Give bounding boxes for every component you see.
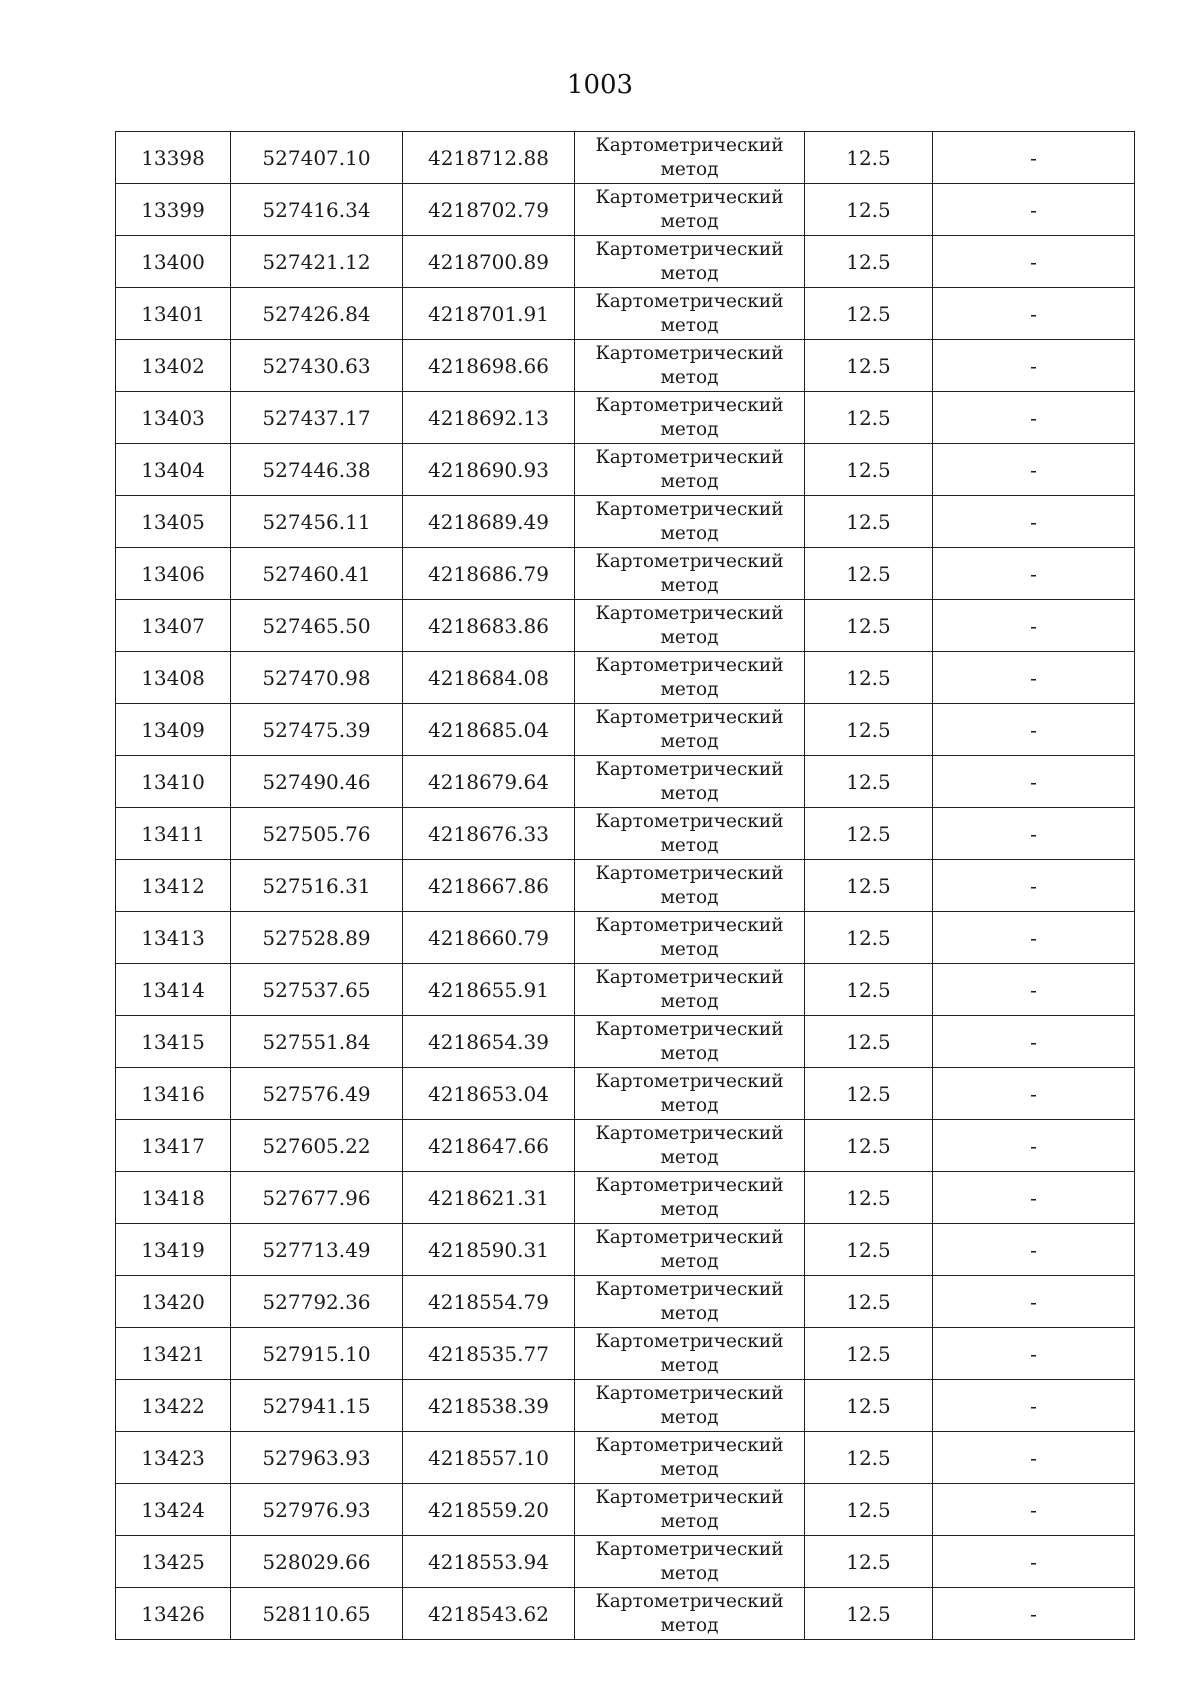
note-cell: - [933, 1536, 1135, 1588]
point-number-cell: 13398 [116, 132, 231, 184]
accuracy-cell: 12.5 [805, 1224, 933, 1276]
table-row [116, 340, 1135, 392]
note-cell: - [933, 496, 1135, 548]
accuracy-cell: 12.5 [805, 1276, 933, 1328]
point-number-cell: 13403 [116, 392, 231, 444]
table-body [116, 132, 1135, 1640]
point-number-cell: 13400 [116, 236, 231, 288]
accuracy-cell: 12.5 [805, 912, 933, 964]
x-coordinate-cell: 527460.41 [231, 548, 403, 600]
point-number-cell: 13417 [116, 1120, 231, 1172]
point-number-cell: 13406 [116, 548, 231, 600]
y-coordinate-cell: 4218655.91 [403, 964, 575, 1016]
y-coordinate-cell: 4218689.49 [403, 496, 575, 548]
x-coordinate-cell: 527470.98 [231, 652, 403, 704]
method-line1: Картометрический [595, 342, 784, 364]
y-coordinate-cell: 4218621.31 [403, 1172, 575, 1224]
y-coordinate-cell: 4218543.62 [403, 1588, 575, 1640]
method-line2: метод [660, 782, 719, 804]
accuracy-cell: 12.5 [805, 600, 933, 652]
x-coordinate-cell: 527516.31 [231, 860, 403, 912]
x-coordinate-cell: 527465.50 [231, 600, 403, 652]
method-line1: Картометрический [595, 394, 784, 416]
method-line2: метод [660, 418, 719, 440]
y-coordinate-cell: 4218654.39 [403, 1016, 575, 1068]
x-coordinate-cell: 527792.36 [231, 1276, 403, 1328]
point-number-cell: 13425 [116, 1536, 231, 1588]
method-line1: Картометрический [595, 238, 784, 260]
table-row [116, 1172, 1135, 1224]
method-line1: Картометрический [595, 1486, 784, 1508]
y-coordinate-cell: 4218553.94 [403, 1536, 575, 1588]
table-row [116, 1328, 1135, 1380]
table-row [116, 1588, 1135, 1640]
method-cell [575, 1536, 805, 1588]
x-coordinate-cell: 527505.76 [231, 808, 403, 860]
method-line2: метод [660, 574, 719, 596]
x-coordinate-cell: 527456.11 [231, 496, 403, 548]
method-line2: метод [660, 210, 719, 232]
method-line1: Картометрический [595, 862, 784, 884]
method-line1: Картометрический [595, 498, 784, 520]
method-line1: Картометрический [595, 1226, 784, 1248]
accuracy-cell: 12.5 [805, 236, 933, 288]
method-cell [575, 1224, 805, 1276]
y-coordinate-cell: 4218692.13 [403, 392, 575, 444]
point-number-cell: 13413 [116, 912, 231, 964]
method-line2: метод [660, 1406, 719, 1428]
note-cell: - [933, 1068, 1135, 1120]
method-line2: метод [660, 626, 719, 648]
x-coordinate-cell: 527713.49 [231, 1224, 403, 1276]
method-line1: Картометрический [595, 810, 784, 832]
method-line2: метод [660, 1510, 719, 1532]
method-line2: метод [660, 314, 719, 336]
method-line2: метод [660, 1146, 719, 1168]
method-line1: Картометрический [595, 1538, 784, 1560]
note-cell: - [933, 132, 1135, 184]
method-line1: Картометрический [595, 1174, 784, 1196]
point-number-cell: 13418 [116, 1172, 231, 1224]
method-line2: метод [660, 730, 719, 752]
method-line2: метод [660, 262, 719, 284]
accuracy-cell: 12.5 [805, 132, 933, 184]
point-number-cell: 13407 [116, 600, 231, 652]
note-cell: - [933, 912, 1135, 964]
note-cell: - [933, 392, 1135, 444]
method-cell [575, 132, 805, 184]
method-cell [575, 704, 805, 756]
point-number-cell: 13424 [116, 1484, 231, 1536]
accuracy-cell: 12.5 [805, 496, 933, 548]
note-cell: - [933, 964, 1135, 1016]
method-cell [575, 1328, 805, 1380]
table-row [116, 652, 1135, 704]
method-cell [575, 288, 805, 340]
point-number-cell: 13399 [116, 184, 231, 236]
table-row [116, 548, 1135, 600]
y-coordinate-cell: 4218700.89 [403, 236, 575, 288]
accuracy-cell: 12.5 [805, 1120, 933, 1172]
x-coordinate-cell: 527976.93 [231, 1484, 403, 1536]
method-line2: метод [660, 1458, 719, 1480]
method-line1: Картометрический [595, 186, 784, 208]
method-line1: Картометрический [595, 1278, 784, 1300]
method-cell [575, 964, 805, 1016]
accuracy-cell: 12.5 [805, 548, 933, 600]
method-line1: Картометрический [595, 1382, 784, 1404]
accuracy-cell: 12.5 [805, 184, 933, 236]
table-row [116, 444, 1135, 496]
point-number-cell: 13411 [116, 808, 231, 860]
table-row [116, 184, 1135, 236]
table-row [116, 1276, 1135, 1328]
table-row [116, 756, 1135, 808]
accuracy-cell: 12.5 [805, 1536, 933, 1588]
method-cell [575, 548, 805, 600]
y-coordinate-cell: 4218676.33 [403, 808, 575, 860]
note-cell: - [933, 1224, 1135, 1276]
method-cell [575, 1276, 805, 1328]
method-line1: Картометрический [595, 966, 784, 988]
table-row [116, 392, 1135, 444]
point-number-cell: 13426 [116, 1588, 231, 1640]
accuracy-cell: 12.5 [805, 392, 933, 444]
y-coordinate-cell: 4218667.86 [403, 860, 575, 912]
note-cell: - [933, 1380, 1135, 1432]
method-cell [575, 756, 805, 808]
note-cell: - [933, 860, 1135, 912]
x-coordinate-cell: 527437.17 [231, 392, 403, 444]
method-line2: метод [660, 1614, 719, 1636]
note-cell: - [933, 184, 1135, 236]
note-cell: - [933, 756, 1135, 808]
method-line1: Картометрический [595, 290, 784, 312]
note-cell: - [933, 548, 1135, 600]
point-number-cell: 13409 [116, 704, 231, 756]
y-coordinate-cell: 4218683.86 [403, 600, 575, 652]
note-cell: - [933, 1172, 1135, 1224]
table-row [116, 236, 1135, 288]
x-coordinate-cell: 527528.89 [231, 912, 403, 964]
x-coordinate-cell: 527430.63 [231, 340, 403, 392]
point-number-cell: 13412 [116, 860, 231, 912]
method-line1: Картометрический [595, 654, 784, 676]
accuracy-cell: 12.5 [805, 1016, 933, 1068]
method-line2: метод [660, 158, 719, 180]
table-row [116, 1432, 1135, 1484]
note-cell: - [933, 236, 1135, 288]
y-coordinate-cell: 4218559.20 [403, 1484, 575, 1536]
table-row [116, 1224, 1135, 1276]
note-cell: - [933, 1276, 1135, 1328]
accuracy-cell: 12.5 [805, 704, 933, 756]
note-cell: - [933, 808, 1135, 860]
method-cell [575, 600, 805, 652]
method-line2: метод [660, 678, 719, 700]
method-line1: Картометрический [595, 602, 784, 624]
x-coordinate-cell: 527421.12 [231, 236, 403, 288]
method-line2: метод [660, 938, 719, 960]
table-row [116, 1536, 1135, 1588]
x-coordinate-cell: 527576.49 [231, 1068, 403, 1120]
accuracy-cell: 12.5 [805, 1068, 933, 1120]
y-coordinate-cell: 4218698.66 [403, 340, 575, 392]
method-cell [575, 184, 805, 236]
accuracy-cell: 12.5 [805, 1328, 933, 1380]
note-cell: - [933, 1432, 1135, 1484]
accuracy-cell: 12.5 [805, 1588, 933, 1640]
method-line2: метод [660, 366, 719, 388]
method-line1: Картометрический [595, 914, 784, 936]
note-cell: - [933, 1120, 1135, 1172]
method-line1: Картометрический [595, 134, 784, 156]
accuracy-cell: 12.5 [805, 1432, 933, 1484]
y-coordinate-cell: 4218590.31 [403, 1224, 575, 1276]
point-number-cell: 13404 [116, 444, 231, 496]
note-cell: - [933, 1016, 1135, 1068]
point-number-cell: 13410 [116, 756, 231, 808]
method-cell [575, 652, 805, 704]
method-cell [575, 340, 805, 392]
point-number-cell: 13402 [116, 340, 231, 392]
method-cell [575, 1172, 805, 1224]
method-line1: Картометрический [595, 1590, 784, 1612]
y-coordinate-cell: 4218557.10 [403, 1432, 575, 1484]
y-coordinate-cell: 4218535.77 [403, 1328, 575, 1380]
accuracy-cell: 12.5 [805, 444, 933, 496]
method-line1: Картометрический [595, 758, 784, 780]
table-row [116, 1120, 1135, 1172]
method-cell [575, 1380, 805, 1432]
method-line2: метод [660, 1562, 719, 1584]
table-row [116, 288, 1135, 340]
accuracy-cell: 12.5 [805, 964, 933, 1016]
method-line2: метод [660, 1198, 719, 1220]
point-number-cell: 13414 [116, 964, 231, 1016]
y-coordinate-cell: 4218685.04 [403, 704, 575, 756]
y-coordinate-cell: 4218684.08 [403, 652, 575, 704]
accuracy-cell: 12.5 [805, 652, 933, 704]
method-line1: Картометрический [595, 446, 784, 468]
y-coordinate-cell: 4218712.88 [403, 132, 575, 184]
method-cell [575, 808, 805, 860]
point-number-cell: 13419 [116, 1224, 231, 1276]
y-coordinate-cell: 4218653.04 [403, 1068, 575, 1120]
method-cell [575, 496, 805, 548]
y-coordinate-cell: 4218647.66 [403, 1120, 575, 1172]
method-cell [575, 1484, 805, 1536]
coordinates-table [115, 131, 1135, 1640]
method-line1: Картометрический [595, 1434, 784, 1456]
method-line2: метод [660, 886, 719, 908]
x-coordinate-cell: 527551.84 [231, 1016, 403, 1068]
method-line1: Картометрический [595, 1018, 784, 1040]
accuracy-cell: 12.5 [805, 288, 933, 340]
x-coordinate-cell: 527475.39 [231, 704, 403, 756]
method-line1: Картометрический [595, 706, 784, 728]
method-cell [575, 1068, 805, 1120]
method-line1: Картометрический [595, 1330, 784, 1352]
y-coordinate-cell: 4218686.79 [403, 548, 575, 600]
method-cell [575, 1588, 805, 1640]
method-cell [575, 444, 805, 496]
method-cell [575, 392, 805, 444]
point-number-cell: 13416 [116, 1068, 231, 1120]
note-cell: - [933, 1484, 1135, 1536]
x-coordinate-cell: 527537.65 [231, 964, 403, 1016]
method-line2: метод [660, 1354, 719, 1376]
accuracy-cell: 12.5 [805, 340, 933, 392]
table-row [116, 1380, 1135, 1432]
table-row [116, 1484, 1135, 1536]
point-number-cell: 13401 [116, 288, 231, 340]
note-cell: - [933, 288, 1135, 340]
x-coordinate-cell: 527941.15 [231, 1380, 403, 1432]
x-coordinate-cell: 528029.66 [231, 1536, 403, 1588]
point-number-cell: 13420 [116, 1276, 231, 1328]
x-coordinate-cell: 527963.93 [231, 1432, 403, 1484]
method-cell [575, 236, 805, 288]
point-number-cell: 13415 [116, 1016, 231, 1068]
method-line2: метод [660, 1302, 719, 1324]
method-line1: Картометрический [595, 1122, 784, 1144]
y-coordinate-cell: 4218679.64 [403, 756, 575, 808]
method-cell [575, 1016, 805, 1068]
x-coordinate-cell: 528110.65 [231, 1588, 403, 1640]
method-cell [575, 860, 805, 912]
table-row [116, 808, 1135, 860]
point-number-cell: 13423 [116, 1432, 231, 1484]
method-line2: метод [660, 990, 719, 1012]
x-coordinate-cell: 527446.38 [231, 444, 403, 496]
note-cell: - [933, 340, 1135, 392]
x-coordinate-cell: 527416.34 [231, 184, 403, 236]
table-row [116, 132, 1135, 184]
method-cell [575, 1120, 805, 1172]
method-line1: Картометрический [595, 1070, 784, 1092]
x-coordinate-cell: 527490.46 [231, 756, 403, 808]
point-number-cell: 13405 [116, 496, 231, 548]
method-line1: Картометрический [595, 550, 784, 572]
x-coordinate-cell: 527605.22 [231, 1120, 403, 1172]
table-row [116, 912, 1135, 964]
method-cell [575, 1432, 805, 1484]
table-row [116, 1068, 1135, 1120]
point-number-cell: 13421 [116, 1328, 231, 1380]
accuracy-cell: 12.5 [805, 1484, 933, 1536]
point-number-cell: 13422 [116, 1380, 231, 1432]
table-row [116, 600, 1135, 652]
method-cell [575, 912, 805, 964]
y-coordinate-cell: 4218701.91 [403, 288, 575, 340]
accuracy-cell: 12.5 [805, 756, 933, 808]
x-coordinate-cell: 527407.10 [231, 132, 403, 184]
x-coordinate-cell: 527426.84 [231, 288, 403, 340]
y-coordinate-cell: 4218702.79 [403, 184, 575, 236]
table-row [116, 964, 1135, 1016]
accuracy-cell: 12.5 [805, 860, 933, 912]
y-coordinate-cell: 4218538.39 [403, 1380, 575, 1432]
method-line2: метод [660, 522, 719, 544]
page-number: 1003 [566, 70, 634, 100]
table-row [116, 496, 1135, 548]
table-row [116, 704, 1135, 756]
x-coordinate-cell: 527677.96 [231, 1172, 403, 1224]
y-coordinate-cell: 4218554.79 [403, 1276, 575, 1328]
note-cell: - [933, 600, 1135, 652]
y-coordinate-cell: 4218660.79 [403, 912, 575, 964]
accuracy-cell: 12.5 [805, 1380, 933, 1432]
y-coordinate-cell: 4218690.93 [403, 444, 575, 496]
point-number-cell: 13408 [116, 652, 231, 704]
method-line2: метод [660, 1042, 719, 1064]
table-row [116, 860, 1135, 912]
note-cell: - [933, 652, 1135, 704]
accuracy-cell: 12.5 [805, 808, 933, 860]
note-cell: - [933, 1328, 1135, 1380]
method-line2: метод [660, 1250, 719, 1272]
note-cell: - [933, 1588, 1135, 1640]
method-line2: метод [660, 834, 719, 856]
table-row [116, 1016, 1135, 1068]
x-coordinate-cell: 527915.10 [231, 1328, 403, 1380]
note-cell: - [933, 444, 1135, 496]
note-cell: - [933, 704, 1135, 756]
method-line2: метод [660, 470, 719, 492]
accuracy-cell: 12.5 [805, 1172, 933, 1224]
method-line2: метод [660, 1094, 719, 1116]
